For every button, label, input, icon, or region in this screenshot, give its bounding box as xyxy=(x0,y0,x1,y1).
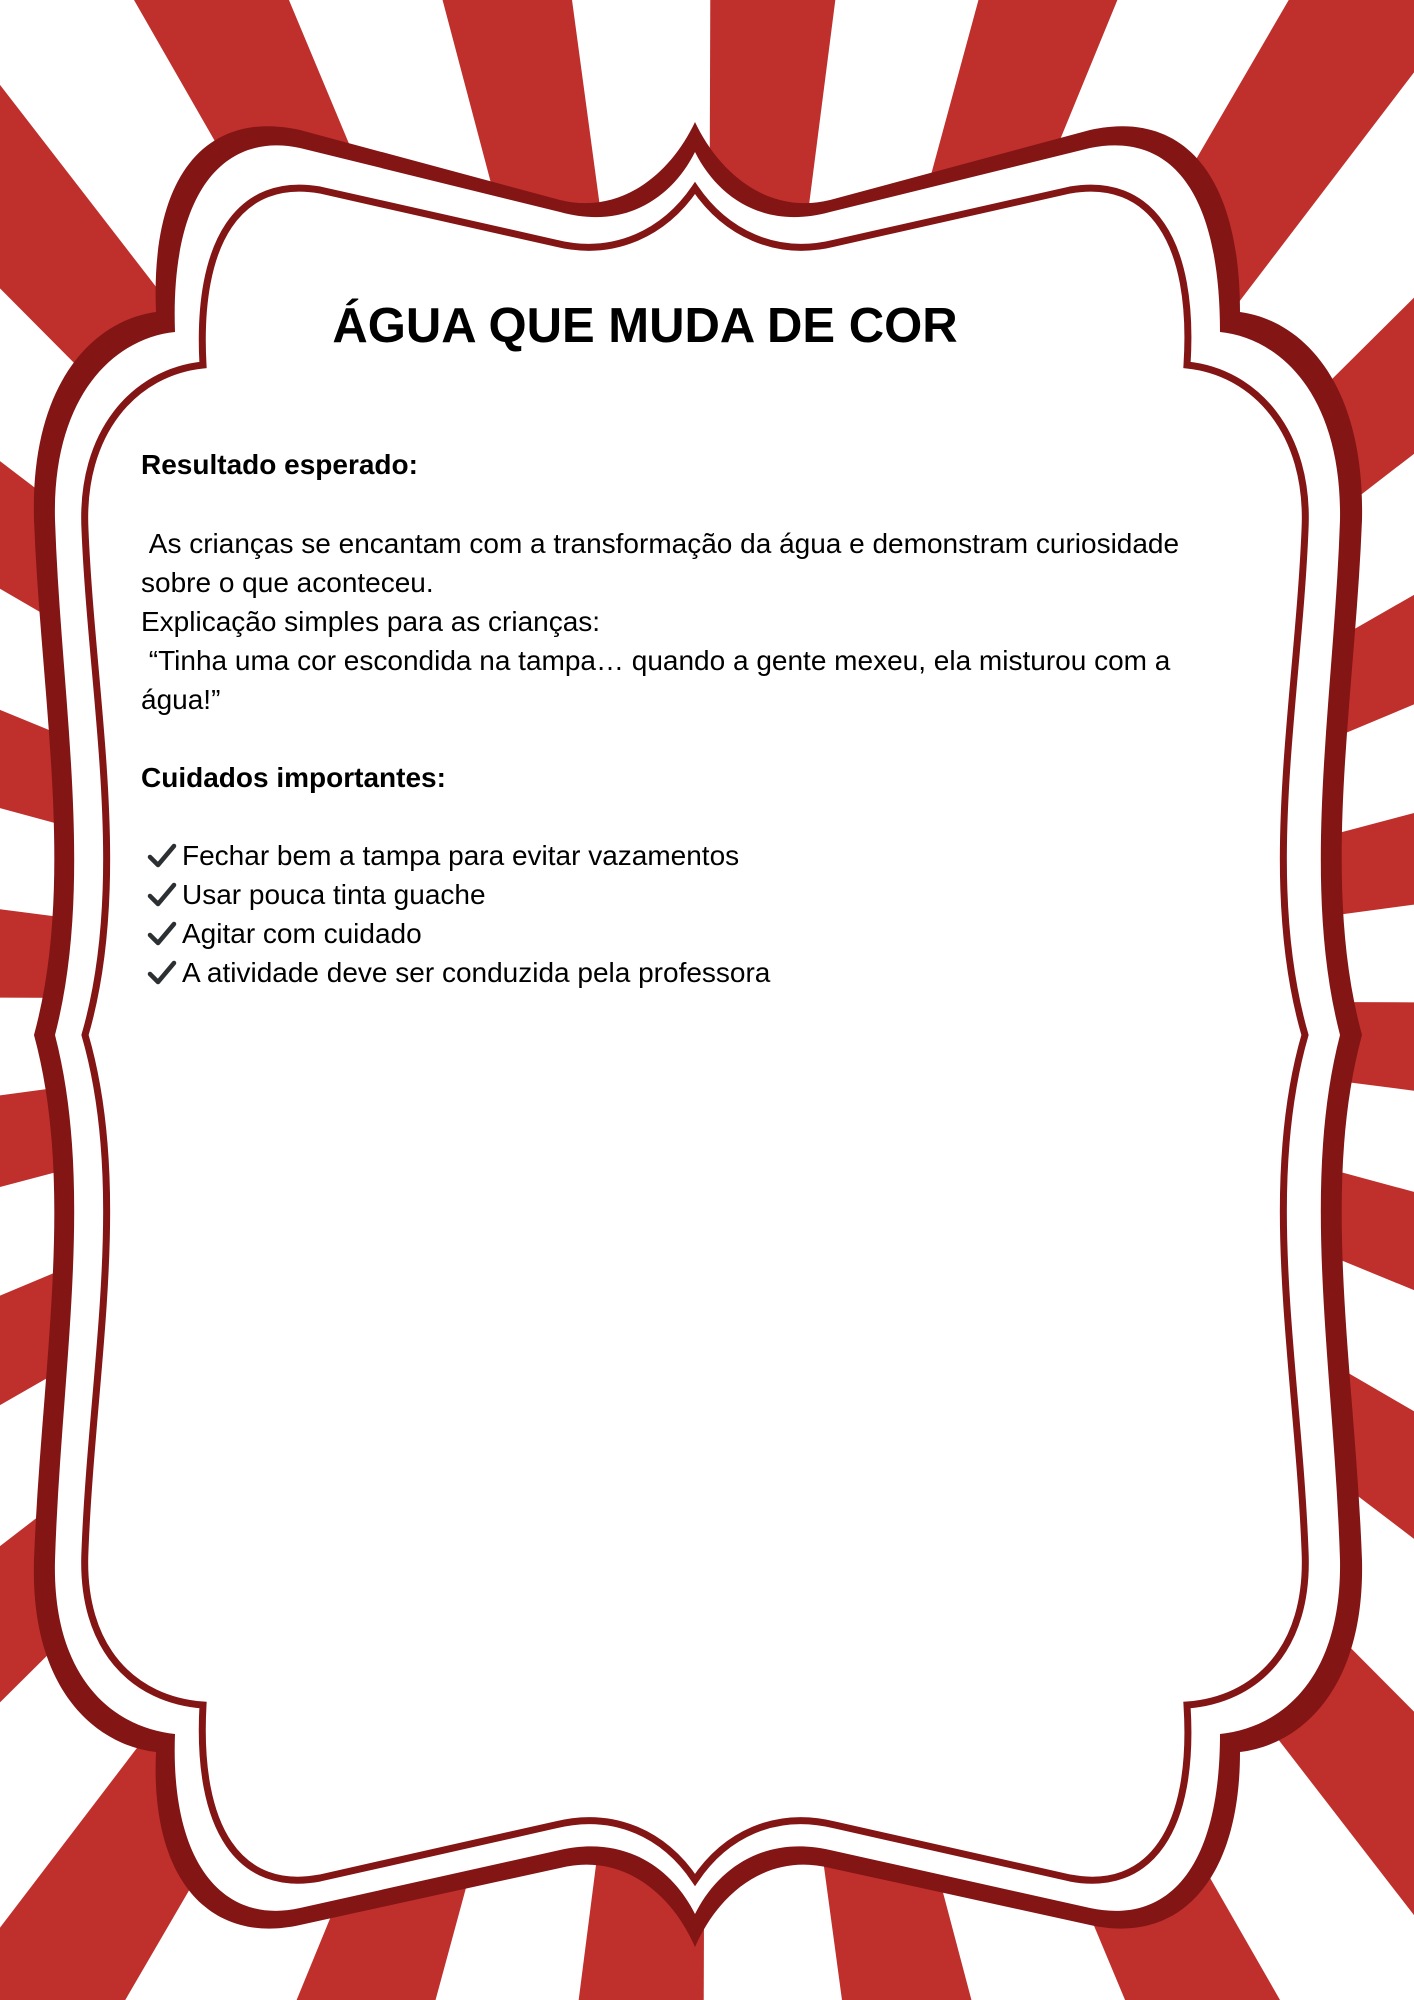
checklist-item xyxy=(146,875,770,914)
checklist-item xyxy=(146,914,770,953)
explanation-quote: “Tinha uma cor escondida na tampa… quando a gente mexeu, ela misturou com a água!” xyxy=(141,645,1179,715)
checklist-item-text: Usar pouca tinta guache xyxy=(182,879,486,910)
care-checklist xyxy=(146,836,770,992)
page-title: ÁGUA QUE MUDA DE COR xyxy=(332,299,958,353)
checklist-item-text: A atividade deve ser conduzida pela professora xyxy=(182,957,771,988)
care-heading: Cuidados importantes: xyxy=(141,762,446,793)
checklist-item-text: Fechar bem a tampa para evitar vazamentos xyxy=(182,840,740,871)
checkmark-icon xyxy=(146,918,178,950)
checkmark-icon xyxy=(146,840,178,872)
checklist-item xyxy=(146,953,770,992)
checklist-item xyxy=(146,836,770,875)
expected-result-text: As crianças se encantam com a transformação da água e demonstram curiosidade sobre o que aconteceu. xyxy=(141,528,1187,598)
explanation-label: Explicação simples para as crianças: xyxy=(141,606,601,637)
checkmark-icon xyxy=(146,957,178,989)
checklist-item-text: Agitar com cuidado xyxy=(182,918,422,949)
checkmark-icon xyxy=(146,879,178,911)
expected-result-heading: Resultado esperado: xyxy=(141,449,418,480)
